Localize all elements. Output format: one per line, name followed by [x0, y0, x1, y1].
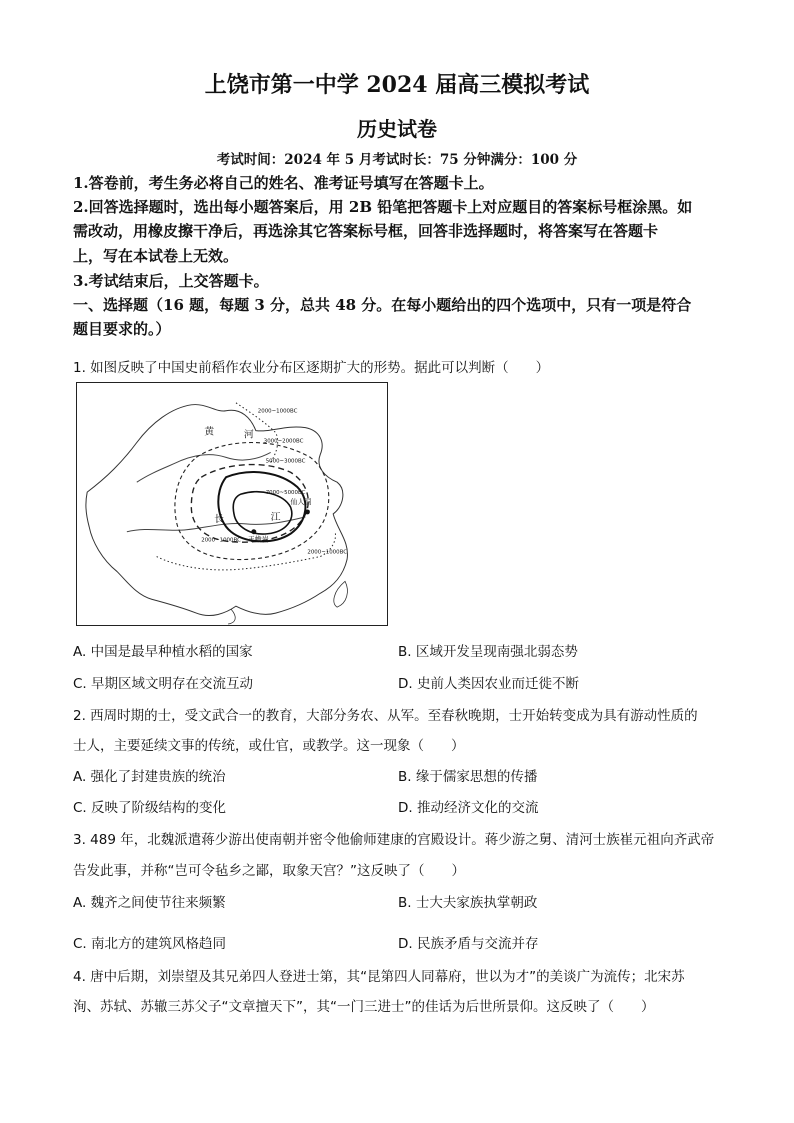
question-4-stem-cont: 洵、苏轼、苏辙三苏父子“文章擅天下”，其“一门三进士”的佳话为后世所景仰。这反映了（ ）: [73, 999, 655, 1015]
yellow-river: [137, 452, 271, 482]
exam-subject: 历史试卷: [357, 117, 437, 141]
map-label-huang: 黄: [204, 426, 215, 438]
question-4-stem: 4. 唐中后期，刘崇望及其兄弟四人登进士第，其“昆第四人同幕府，世以为才”的美谈广为流传；北宋苏: [73, 969, 685, 985]
q2-option-d: D. 推动经济文化的交流: [398, 800, 539, 816]
q2-option-a: A. 强化了封建贵族的统治: [73, 769, 226, 785]
section-header-cont: 题目要求的。）: [73, 320, 171, 338]
q3-option-c: C. 南北方的建筑风格趋同: [73, 936, 227, 952]
q1-option-a: A. 中国是最早种植水稻的国家: [73, 644, 253, 660]
map-label-he: 河: [243, 429, 254, 441]
map-label-jiang: 江: [270, 511, 281, 523]
q3-option-a: A. 魏齐之间使节往来频繁: [73, 895, 226, 911]
q2-option-b: B. 缘于儒家思想的传播: [398, 769, 538, 785]
q1-option-c: C. 早期区域文明存在交流互动: [73, 676, 254, 692]
q2-option-c: C. 反映了阶级结构的变化: [73, 800, 227, 816]
zone-5000bc: [218, 472, 305, 541]
site-xianrendong: [305, 509, 310, 514]
question-3-stem-cont: 告发此事，并称“岂可令毡乡之鄙，取象天宫？”这反映了（ ）: [73, 863, 465, 879]
question-3-stem: 3. 489 年，北魏派遣蒋少游出使南朝并密令他偷师建康的宫殿设计。蒋少游之舅、清河士族崔元祖向齐武帝: [73, 832, 715, 848]
instruction-3: 3.考试结束后，上交答题卡。: [73, 272, 269, 290]
site-yuchanyan: [251, 529, 256, 534]
section-header: 一、选择题（16 题，每题 3 分，总共 48 分。在每小题给出的四个选项中，只有一项是符合: [73, 296, 692, 314]
question-2-stem-cont: 士人，主要延续文事的传统，或仕官，或教学。这一现象（ ）: [73, 738, 465, 754]
exam-title: 上饶市第一中学 2024 届高三模拟考试: [204, 72, 590, 98]
map-label-date-6: 2000~1000BC: [307, 549, 348, 556]
q3-option-d: D. 民族矛盾与交流并存: [398, 936, 539, 952]
zone-7000bc: [233, 492, 292, 534]
map-label-date-3: 5000~3000BC: [265, 458, 306, 465]
instruction-2-cont: 需改动，用橡皮擦干净后，再选涂其它答案标号框，回答非选择题时，将答案写在答题卡: [73, 222, 659, 240]
instruction-2-cont2: 上，写在本试卷上无效。: [73, 247, 239, 265]
question-2-stem: 2. 西周时期的士，受文武合一的教育，大部分务农、从军。至春秋晚期，士开始转变成为具有游动性质的: [73, 708, 698, 724]
q1-option-b: B. 区域开发呈现南强北弱态势: [398, 644, 578, 660]
instruction-1: 1.答卷前，考生务必将自己的姓名、准考证号填写在答题卡上。: [73, 174, 494, 192]
map-label-date-5: 2000~1000BC: [201, 537, 241, 544]
map-label-date-4: 7000~5000BC: [265, 490, 306, 497]
map-label-date-2: 3000~2000BC: [263, 438, 304, 445]
map-label-chang: 长: [214, 513, 225, 525]
exam-meta: 考试时间：2024 年 5 月考试时长：75 分钟满分：100 分: [216, 152, 578, 168]
q1-option-d: D. 史前人类因农业而迁徙不断: [398, 676, 579, 692]
rice-distribution-map: [76, 382, 388, 626]
question-1-stem: 1. 如图反映了中国史前稻作农业分布区逐期扩大的形势。据此可以判断（ ）: [73, 360, 550, 376]
map-label-yuchanyan: 玉蟾岩: [247, 535, 269, 544]
map-graphic: [77, 383, 387, 625]
map-label-date-1: 2000~1000BC: [257, 408, 298, 415]
instruction-2: 2.回答选择题时，选出每小题答案后，用 2B 铅笔把答题卡上对应题目的答案标号框涂黑。如: [73, 198, 693, 216]
map-label-xianrendong: 仙人洞: [290, 498, 312, 506]
q3-option-b: B. 士大夫家族执掌朝政: [398, 895, 538, 911]
